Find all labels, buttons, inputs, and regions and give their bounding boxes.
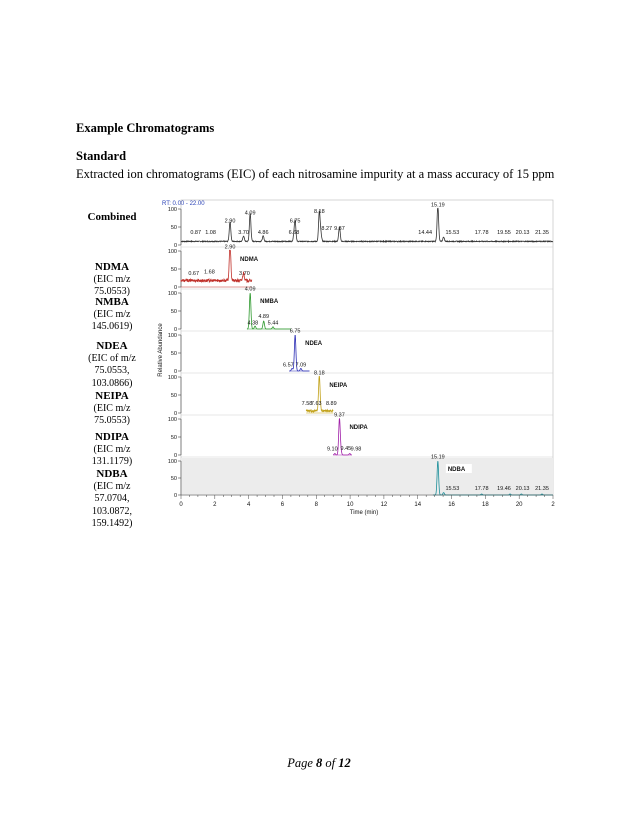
xtick-label-22: 2 <box>551 502 555 508</box>
peak-label-ndma-3: 3.70 <box>239 271 250 278</box>
xtick-label-0: 0 <box>179 502 183 508</box>
peak-label-ndba-4: 20.13 <box>515 486 530 493</box>
peak-label-combined-13: 15.53 <box>445 230 460 237</box>
side-label-detail-ndma: 75.0553) <box>94 286 130 297</box>
side-label-detail-ndipa: 131.1179) <box>91 456 133 467</box>
side-label-name-ndipa: NDIPA <box>94 431 129 443</box>
peak-label-ndba-3: 19.46 <box>497 486 511 493</box>
ytick-label-combined-0: 0 <box>173 243 177 249</box>
xtick-label-8: 8 <box>314 502 318 508</box>
side-label-detail-ndba: (EIC m/z <box>93 480 131 492</box>
ytick-label-ndba-50: 50 <box>170 476 177 482</box>
x-axis-label: Time (min) <box>349 510 379 516</box>
side-label-detail-neipa: (EIC m/z <box>93 402 131 414</box>
compound-name-ndea: NDEA <box>305 341 323 347</box>
peak-label-combined-14: 17.78 <box>474 230 489 237</box>
peak-label-combined-0: 0.87 <box>190 230 202 237</box>
side-label-name-combined: Combined <box>87 211 137 223</box>
peak-label-ndba-5: 21.35 <box>535 486 549 493</box>
peak-label-ndma-1: 0.67 <box>188 271 200 278</box>
peak-label-ndba-0: 15.19 <box>430 454 445 461</box>
ytick-label-ndba-100: 100 <box>167 459 177 465</box>
xtick-label-4: 4 <box>246 502 251 508</box>
footer-prefix: Page <box>287 756 317 770</box>
xtick-label-10: 10 <box>346 502 354 508</box>
peak-label-nmba-3: 5.44 <box>267 320 279 327</box>
peak-label-ndma-2: 1.68 <box>204 269 215 276</box>
ytick-label-ndba-0: 0 <box>173 493 177 499</box>
ytick-label-nmba-50: 50 <box>170 309 177 315</box>
peak-label-combined-4: 4.09 <box>244 210 256 217</box>
peak-label-ndea-0: 6.75 <box>289 328 301 335</box>
ytick-label-ndma-50: 50 <box>170 267 177 273</box>
page-number: 8 <box>316 756 323 770</box>
xtick-label-14: 14 <box>414 502 422 508</box>
side-label-detail-nmba: 145.0619) <box>91 321 133 332</box>
ytick-label-ndipa-100: 100 <box>167 417 177 423</box>
peak-label-combined-16: 20.13 <box>515 230 530 237</box>
page-footer <box>0 756 638 771</box>
peak-label-combined-9: 8.27 <box>321 225 333 232</box>
peak-label-combined-15: 19.55 <box>497 230 511 237</box>
peak-label-combined-2: 2.90 <box>224 218 236 225</box>
compound-name-ndma: NDMA <box>240 257 259 263</box>
peak-label-ndba-2: 17.78 <box>474 486 489 493</box>
figure-caption: Extracted ion chromatograms (EIC) of each nitrosamine impurity at a mass accuracy of 15 ppm <box>76 167 555 181</box>
ytick-label-nmba-0: 0 <box>173 327 177 333</box>
peak-label-neipa-2: 7.63 <box>310 401 322 408</box>
xtick-label-12: 12 <box>380 502 388 508</box>
side-label-name-nmba: NMBA <box>95 296 129 308</box>
ytick-label-ndma-0: 0 <box>173 285 177 291</box>
ytick-label-combined-50: 50 <box>170 225 177 231</box>
peak-label-combined-5: 4.86 <box>257 230 269 237</box>
compound-name-neipa: NEIPA <box>329 383 348 389</box>
ytick-label-neipa-50: 50 <box>170 393 177 399</box>
peak-label-neipa-1: 7.58 <box>301 401 313 408</box>
peak-label-combined-8: 8.18 <box>313 208 325 215</box>
peak-label-nmba-0: 4.09 <box>244 286 256 293</box>
xtick-label-16: 16 <box>448 502 455 508</box>
peak-label-combined-3: 3.70 <box>238 230 249 237</box>
section-heading: Example Chromatograms <box>76 121 215 135</box>
side-label-detail-nmba: (EIC m/z <box>93 308 131 320</box>
plot-frame <box>181 200 553 495</box>
subsection-heading: Standard <box>76 149 127 163</box>
compound-name-nmba: NMBA <box>260 299 279 305</box>
ytick-label-ndea-0: 0 <box>173 369 177 375</box>
peak-label-combined-1: 1.08 <box>205 230 216 237</box>
xtick-label-18: 18 <box>482 502 489 508</box>
peak-label-ndipa-1: 9.10 <box>326 446 338 453</box>
ytick-label-ndea-100: 100 <box>167 333 177 339</box>
ytick-label-ndma-100: 100 <box>167 249 177 255</box>
rt-range-label: RT: 0.00 - 22.00 <box>162 201 205 207</box>
ytick-label-neipa-100: 100 <box>167 375 177 381</box>
side-label-name-ndba: NDBA <box>96 468 128 480</box>
side-label-detail-ndea: 103.0866) <box>91 377 133 389</box>
peak-label-nmba-2: 4.38 <box>247 320 259 327</box>
footer-of: of <box>322 756 339 770</box>
ytick-label-ndea-50: 50 <box>170 351 177 357</box>
peak-label-combined-6: 6.68 <box>288 230 300 237</box>
peak-label-combined-12: 15.19 <box>430 202 445 209</box>
trace-combined <box>181 208 553 242</box>
peak-label-ndipa-3: 9.98 <box>350 446 362 453</box>
side-label-detail-ndea: (EIC of m/z <box>88 352 136 364</box>
peak-label-combined-7: 6.75 <box>289 218 301 225</box>
side-label-detail-ndba: 103.0872, <box>92 505 132 517</box>
peak-label-ndma-0: 2.90 <box>224 244 236 251</box>
compound-name-ndipa: NDIPA <box>349 425 368 431</box>
peak-label-ndipa-2: 9.45 <box>340 445 352 452</box>
side-label-detail-ndea: 75.0553, <box>94 365 130 376</box>
y-axis-label: Relative Abundance <box>158 323 164 377</box>
ytick-label-nmba-100: 100 <box>167 291 177 297</box>
side-label-detail-neipa: 75.0553) <box>94 415 130 426</box>
side-label-detail-ndba: 57.0704, <box>94 493 130 504</box>
xtick-label-2: 2 <box>213 502 217 508</box>
peak-label-neipa-3: 8.89 <box>325 401 337 408</box>
side-label-detail-ndipa: (EIC m/z <box>93 443 131 455</box>
peak-label-combined-11: 14.44 <box>418 230 433 237</box>
side-label-detail-ndba: 159.1492) <box>91 518 133 529</box>
peak-label-ndipa-0: 9.37 <box>334 412 345 419</box>
ytick-label-ndipa-0: 0 <box>173 453 177 459</box>
ytick-label-neipa-0: 0 <box>173 411 177 417</box>
ytick-label-combined-100: 100 <box>167 207 177 213</box>
side-label-detail-ndma: (EIC m/z <box>93 273 131 285</box>
peak-label-ndea-1: 6.57 <box>283 362 294 369</box>
peak-label-combined-17: 21.35 <box>535 230 549 237</box>
peak-label-combined-10: 9.37 <box>334 225 345 232</box>
peak-label-neipa-0: 8.18 <box>313 370 325 377</box>
side-label-name-ndea: NDEA <box>96 340 128 352</box>
xtick-label-20: 20 <box>515 502 523 508</box>
xtick-label-6: 6 <box>280 502 285 508</box>
ytick-label-ndipa-50: 50 <box>170 435 177 441</box>
peak-label-ndba-1: 15.53 <box>445 486 460 493</box>
side-label-name-neipa: NEIPA <box>95 390 129 402</box>
peak-label-ndea-2: 7.09 <box>295 362 307 369</box>
side-label-name-ndma: NDMA <box>94 261 130 273</box>
compound-name-ndba: NDBA <box>447 467 466 473</box>
peak-label-nmba-1: 4.89 <box>258 314 270 321</box>
page-total: 12 <box>338 756 351 770</box>
